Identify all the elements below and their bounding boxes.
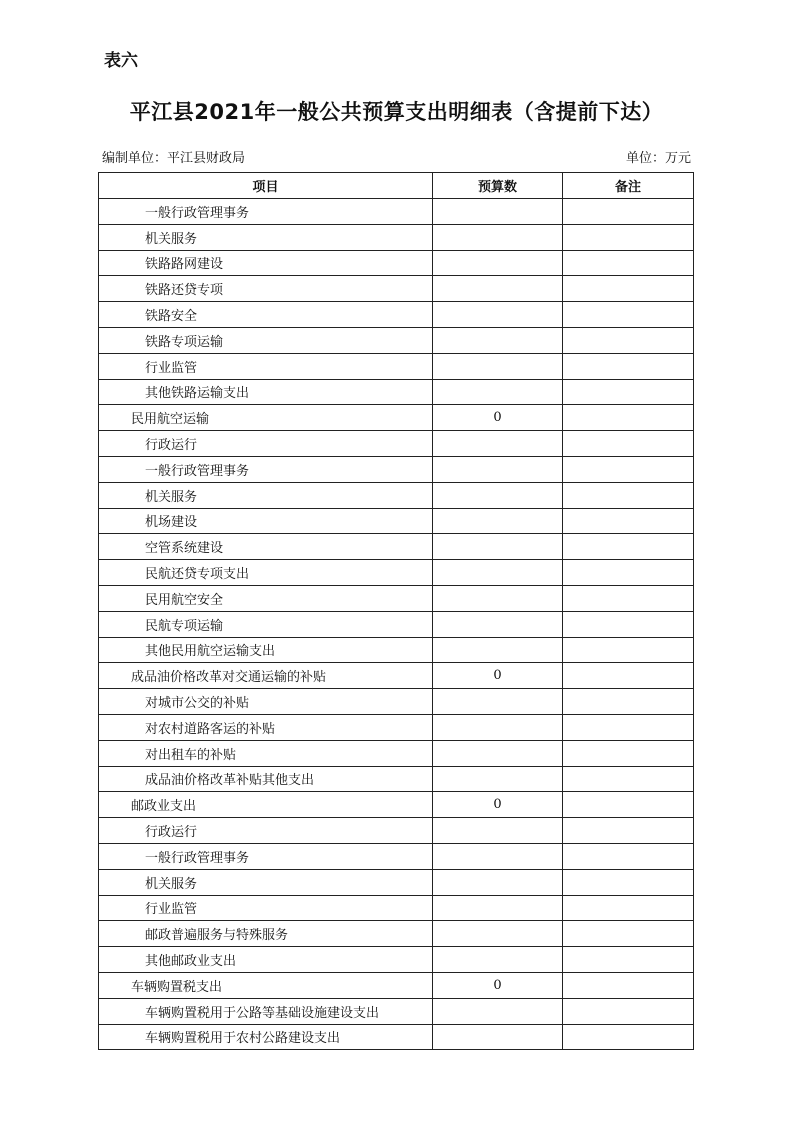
table-row <box>99 869 694 895</box>
item-cell: 铁路还贷专项 <box>99 276 433 302</box>
item-cell: 车辆购置税用于公路等基础设施建设支出 <box>99 998 433 1024</box>
amount-cell <box>433 199 563 225</box>
amount-cell <box>433 740 563 766</box>
column-header-note: 备注 <box>563 173 694 199</box>
table-row <box>99 224 694 250</box>
item-cell: 机关服务 <box>99 482 433 508</box>
table-row <box>99 534 694 560</box>
item-cell: 民航专项运输 <box>99 611 433 637</box>
amount-cell <box>433 611 563 637</box>
item-cell: 行业监管 <box>99 353 433 379</box>
note-cell <box>563 792 694 818</box>
item-cell: 空管系统建设 <box>99 534 433 560</box>
amount-cell <box>433 431 563 457</box>
amount-cell <box>433 482 563 508</box>
note-cell <box>563 921 694 947</box>
amount-cell: 0 <box>433 792 563 818</box>
budget-table <box>98 172 694 1050</box>
item-cell: 一般行政管理事务 <box>99 199 433 225</box>
note-cell <box>563 869 694 895</box>
amount-cell: 0 <box>433 405 563 431</box>
note-cell <box>563 224 694 250</box>
item-cell: 车辆购置税用于农村公路建设支出 <box>99 1024 433 1050</box>
note-cell <box>563 714 694 740</box>
amount-cell <box>433 869 563 895</box>
item-cell: 对农村道路客运的补贴 <box>99 714 433 740</box>
amount-cell: 0 <box>433 663 563 689</box>
item-cell: 对城市公交的补贴 <box>99 689 433 715</box>
amount-cell <box>433 327 563 353</box>
note-cell <box>563 250 694 276</box>
item-cell: 行业监管 <box>99 895 433 921</box>
note-cell <box>563 534 694 560</box>
item-cell: 铁路安全 <box>99 302 433 328</box>
table-row <box>99 250 694 276</box>
table-row <box>99 766 694 792</box>
table-row <box>99 508 694 534</box>
item-cell: 行政运行 <box>99 431 433 457</box>
note-cell <box>563 895 694 921</box>
item-cell: 邮政普遍服务与特殊服务 <box>99 921 433 947</box>
note-cell <box>563 508 694 534</box>
table-row <box>99 1024 694 1050</box>
amount-cell: 0 <box>433 972 563 998</box>
item-cell: 一般行政管理事务 <box>99 456 433 482</box>
item-cell: 成品油价格改革对交通运输的补贴 <box>99 663 433 689</box>
table-row <box>99 379 694 405</box>
table-row <box>99 921 694 947</box>
table-row <box>99 199 694 225</box>
table-row <box>99 740 694 766</box>
item-cell: 民用航空运输 <box>99 405 433 431</box>
table-row <box>99 663 694 689</box>
table-row <box>99 302 694 328</box>
amount-cell <box>433 250 563 276</box>
amount-cell <box>433 276 563 302</box>
item-cell: 民航还贷专项支出 <box>99 560 433 586</box>
amount-cell <box>433 353 563 379</box>
table-row <box>99 585 694 611</box>
table-row <box>99 843 694 869</box>
amount-cell <box>433 818 563 844</box>
page-title: 平江县2021年一般公共预算支出明细表（含提前下达） <box>129 100 664 124</box>
table-row <box>99 818 694 844</box>
note-cell <box>563 405 694 431</box>
item-cell: 车辆购置税支出 <box>99 972 433 998</box>
amount-cell <box>433 895 563 921</box>
table-row <box>99 947 694 973</box>
note-cell <box>563 766 694 792</box>
item-cell: 机关服务 <box>99 224 433 250</box>
amount-cell <box>433 534 563 560</box>
note-cell <box>563 611 694 637</box>
amount-cell <box>433 998 563 1024</box>
item-cell: 机关服务 <box>99 869 433 895</box>
note-cell <box>563 998 694 1024</box>
note-cell <box>563 560 694 586</box>
compiling-unit: 编制单位：平江县财政局 <box>102 151 246 166</box>
note-cell <box>563 1024 694 1050</box>
table-row <box>99 353 694 379</box>
table-row <box>99 998 694 1024</box>
item-cell: 对出租车的补贴 <box>99 740 433 766</box>
item-cell: 民用航空安全 <box>99 585 433 611</box>
table-row <box>99 456 694 482</box>
column-header-item: 项目 <box>99 173 433 199</box>
note-cell <box>563 585 694 611</box>
table-row <box>99 560 694 586</box>
table-row <box>99 405 694 431</box>
note-cell <box>563 843 694 869</box>
note-cell <box>563 947 694 973</box>
note-cell <box>563 302 694 328</box>
amount-cell <box>433 637 563 663</box>
item-cell: 一般行政管理事务 <box>99 843 433 869</box>
note-cell <box>563 663 694 689</box>
note-cell <box>563 379 694 405</box>
table-row <box>99 637 694 663</box>
table-row <box>99 792 694 818</box>
note-cell <box>563 740 694 766</box>
note-cell <box>563 353 694 379</box>
note-cell <box>563 327 694 353</box>
item-cell: 其他民用航空运输支出 <box>99 637 433 663</box>
amount-cell <box>433 921 563 947</box>
table-label: 表六 <box>104 51 138 71</box>
amount-cell <box>433 224 563 250</box>
item-cell: 其他邮政业支出 <box>99 947 433 973</box>
table-body <box>99 199 694 1050</box>
amount-cell <box>433 714 563 740</box>
note-cell <box>563 818 694 844</box>
amount-cell <box>433 585 563 611</box>
amount-cell <box>433 379 563 405</box>
item-cell: 机场建设 <box>99 508 433 534</box>
amount-cell <box>433 947 563 973</box>
amount-cell <box>433 843 563 869</box>
amount-cell <box>433 456 563 482</box>
amount-cell <box>433 689 563 715</box>
note-cell <box>563 689 694 715</box>
note-cell <box>563 972 694 998</box>
currency-unit: 单位：万元 <box>625 151 691 166</box>
item-cell: 铁路专项运输 <box>99 327 433 353</box>
table-header-row <box>99 173 694 199</box>
table-row <box>99 327 694 353</box>
amount-cell <box>433 766 563 792</box>
table-row <box>99 895 694 921</box>
amount-cell <box>433 302 563 328</box>
table-row <box>99 972 694 998</box>
table-row <box>99 276 694 302</box>
note-cell <box>563 431 694 457</box>
note-cell <box>563 276 694 302</box>
table-row <box>99 431 694 457</box>
note-cell <box>563 199 694 225</box>
amount-cell <box>433 508 563 534</box>
note-cell <box>563 637 694 663</box>
note-cell <box>563 482 694 508</box>
table-row <box>99 714 694 740</box>
table-row <box>99 611 694 637</box>
item-cell: 成品油价格改革补贴其他支出 <box>99 766 433 792</box>
amount-cell <box>433 560 563 586</box>
column-header-amount: 预算数 <box>433 173 563 199</box>
item-cell: 行政运行 <box>99 818 433 844</box>
table-row <box>99 689 694 715</box>
table-row <box>99 482 694 508</box>
item-cell: 其他铁路运输支出 <box>99 379 433 405</box>
note-cell <box>563 456 694 482</box>
amount-cell <box>433 1024 563 1050</box>
item-cell: 铁路路网建设 <box>99 250 433 276</box>
item-cell: 邮政业支出 <box>99 792 433 818</box>
